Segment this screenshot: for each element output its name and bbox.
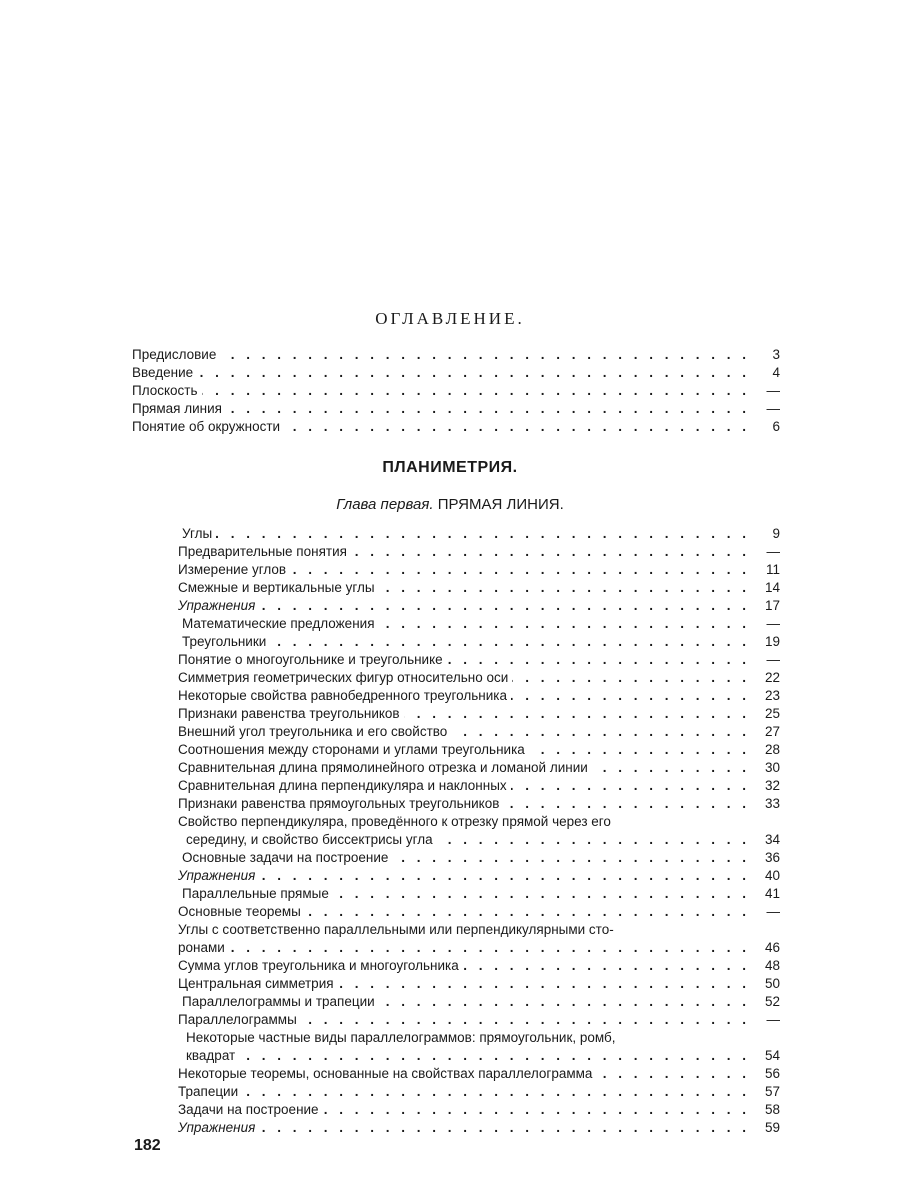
dot-leader — [511, 687, 750, 705]
entry-label: Понятие о многоугольнике и треугольнике — [132, 651, 447, 669]
chapter-prefix: Глава первая. — [336, 496, 434, 513]
section-title: ПЛАНИМЕТРИЯ. — [382, 459, 518, 476]
dot-leader — [220, 346, 750, 364]
dot-leader — [323, 1101, 750, 1119]
toc-entry[interactable] — [132, 993, 780, 1011]
toc-entry[interactable] — [132, 723, 780, 741]
toc-entry[interactable] — [132, 382, 780, 400]
toc-entry[interactable] — [132, 777, 780, 795]
toc-entry-line2[interactable] — [132, 831, 780, 849]
toc-entry[interactable] — [132, 579, 780, 597]
entry-page: 30 — [750, 759, 780, 777]
toc-entry[interactable] — [132, 418, 780, 436]
entry-page: 28 — [750, 741, 780, 759]
dot-leader — [229, 939, 750, 957]
entry-page: 56 — [750, 1065, 780, 1083]
toc-entry[interactable] — [132, 364, 780, 382]
entry-page: 9 — [750, 525, 780, 543]
entry-label: Свойство перпендикуляра, проведённого к отрезку прямой через его — [132, 813, 615, 831]
toc-entry[interactable] — [132, 400, 780, 418]
dot-leader — [379, 993, 750, 1011]
toc-entry[interactable] — [132, 1119, 780, 1137]
dot-leader — [333, 885, 750, 903]
entry-label: Сравнительная длина перпендикуляра и наклонных — [132, 777, 511, 795]
entry-page: 36 — [750, 849, 780, 867]
toc-entry-line1[interactable] — [132, 921, 780, 939]
entry-label: Предисловие — [132, 346, 220, 364]
toc-entry[interactable] — [132, 1101, 780, 1119]
dot-leader — [596, 1065, 750, 1083]
entry-page: 3 — [750, 346, 780, 364]
toc-entry[interactable] — [132, 651, 780, 669]
dot-leader — [512, 669, 750, 687]
entry-page: 46 — [750, 939, 780, 957]
page-number: 182 — [134, 1137, 161, 1154]
toc-entry[interactable] — [132, 687, 780, 705]
entry-label: Смежные и вертикальные углы — [132, 579, 379, 597]
entry-label: Признаки равенства прямоугольных треугольников — [132, 795, 503, 813]
dot-leader — [270, 633, 750, 651]
toc-entry-line1[interactable] — [132, 1029, 780, 1047]
entry-label: Некоторые свойства равнобедренного треугольника — [132, 687, 511, 705]
dot-leader — [259, 597, 750, 615]
dot-leader — [301, 1011, 750, 1029]
toc-entry[interactable] — [132, 795, 780, 813]
toc-entry[interactable] — [132, 867, 780, 885]
entry-label: Основные теоремы — [132, 903, 305, 921]
entry-page: 40 — [750, 867, 780, 885]
entry-page: 14 — [750, 579, 780, 597]
toc-entry[interactable] — [132, 705, 780, 723]
dot-leader — [379, 579, 750, 597]
entry-label: Упражнения — [132, 1119, 259, 1137]
dot-leader — [451, 723, 750, 741]
dot-leader — [379, 615, 750, 633]
entry-page: — — [750, 543, 780, 561]
entry-label: Плоскость — [132, 382, 202, 400]
entry-label: Параллелограммы — [132, 1011, 301, 1029]
toc-entry-line1[interactable] — [132, 813, 780, 831]
toc-entry[interactable] — [132, 975, 780, 993]
toc-entry[interactable] — [132, 957, 780, 975]
entry-label: Треугольники — [132, 633, 270, 651]
entry-label: Некоторые теоремы, основанные на свойствах параллелограмма — [132, 1065, 596, 1083]
dot-leader — [290, 561, 750, 579]
toc-entry-line2[interactable] — [132, 939, 780, 957]
entry-label: Параллельные прямые — [132, 885, 333, 903]
toc-entry[interactable] — [132, 849, 780, 867]
entry-label-continued: квадрат — [132, 1047, 239, 1065]
toc-entry[interactable] — [132, 543, 780, 561]
entry-label-continued: ронами — [132, 939, 229, 957]
toc-entry[interactable] — [132, 759, 780, 777]
toc-entry[interactable] — [132, 669, 780, 687]
toc-entry[interactable] — [132, 741, 780, 759]
chapter-title — [0, 496, 900, 513]
entry-page: 22 — [750, 669, 780, 687]
entry-page: — — [750, 903, 780, 921]
entry-page: 50 — [750, 975, 780, 993]
chapter-toc-list — [132, 525, 780, 1137]
entry-label: Понятие об окружности — [132, 418, 284, 436]
dot-leader — [259, 867, 750, 885]
dot-leader — [202, 382, 750, 400]
entry-label: Признаки равенства треугольников — [132, 705, 404, 723]
entry-page: 6 — [750, 418, 780, 436]
entry-page: 58 — [750, 1101, 780, 1119]
entry-page: 11 — [750, 561, 780, 579]
entry-page: 33 — [750, 795, 780, 813]
dot-leader — [592, 759, 750, 777]
entry-page: 59 — [750, 1119, 780, 1137]
dot-leader — [216, 525, 750, 543]
entry-page: 17 — [750, 597, 780, 615]
entry-label: Предварительные понятия — [132, 543, 351, 561]
entry-page: — — [750, 651, 780, 669]
toc-entry[interactable] — [132, 1011, 780, 1029]
toc-entry[interactable] — [132, 885, 780, 903]
toc-entry[interactable] — [132, 903, 780, 921]
entry-label: Соотношения между сторонами и углами треугольника — [132, 741, 529, 759]
entry-page: 19 — [750, 633, 780, 651]
entry-page: 57 — [750, 1083, 780, 1101]
toc-entry-line2[interactable] — [132, 1047, 780, 1065]
entry-page: — — [750, 382, 780, 400]
entry-label: Углы с соответственно параллельными или перпендикулярными сто- — [132, 921, 618, 939]
entry-page: — — [750, 615, 780, 633]
entry-page: 34 — [750, 831, 780, 849]
dot-leader — [503, 795, 750, 813]
dot-leader — [447, 651, 750, 669]
entry-label: Углы — [132, 525, 216, 543]
dot-leader — [463, 957, 750, 975]
toc-entry[interactable] — [132, 615, 780, 633]
dot-leader — [437, 831, 750, 849]
entry-page: 4 — [750, 364, 780, 382]
toc-entry[interactable] — [132, 633, 780, 651]
entry-label: Математические предложения — [132, 615, 379, 633]
entry-label: Задачи на построение — [132, 1101, 323, 1119]
entry-label: Основные задачи на построение — [132, 849, 392, 867]
dot-leader — [284, 418, 750, 436]
entry-page: 25 — [750, 705, 780, 723]
chapter-name: ПРЯМАЯ ЛИНИЯ. — [437, 496, 564, 513]
dot-leader — [511, 777, 750, 795]
entry-label: Трапеции — [132, 1083, 242, 1101]
entry-page: 52 — [750, 993, 780, 1011]
entry-page: 54 — [750, 1047, 780, 1065]
dot-leader — [242, 1083, 750, 1101]
toc-entry[interactable] — [132, 597, 780, 615]
entry-label: Сумма углов треугольника и многоугольника — [132, 957, 463, 975]
entry-page: 32 — [750, 777, 780, 795]
dot-leader — [338, 975, 750, 993]
entry-label: Измерение углов — [132, 561, 290, 579]
entry-label: Центральная симметрия — [132, 975, 338, 993]
dot-leader — [404, 705, 750, 723]
dot-leader — [239, 1047, 750, 1065]
entry-label: Упражнения — [132, 597, 259, 615]
toc-entry[interactable] — [132, 1083, 780, 1101]
entry-page: 48 — [750, 957, 780, 975]
entry-label-continued: середину, и свойство биссектрисы угла — [132, 831, 437, 849]
entry-page: 41 — [750, 885, 780, 903]
entry-label: Прямая линия — [132, 400, 226, 418]
entry-page: — — [750, 400, 780, 418]
dot-leader — [392, 849, 750, 867]
entry-label: Упражнения — [132, 867, 259, 885]
dot-leader — [197, 364, 750, 382]
toc-entry[interactable] — [132, 346, 780, 364]
entry-label: Введение — [132, 364, 197, 382]
dot-leader — [259, 1119, 750, 1137]
entry-label: Параллелограммы и трапеции — [132, 993, 379, 1011]
toc-entry[interactable] — [132, 561, 780, 579]
entry-label: Сравнительная длина прямолинейного отрезка и ломаной линии — [132, 759, 592, 777]
toc-entry[interactable] — [132, 525, 780, 543]
dot-leader — [529, 741, 750, 759]
entry-label: Симметрия геометрических фигур относительно оси — [132, 669, 512, 687]
dot-leader — [351, 543, 750, 561]
dot-leader — [305, 903, 750, 921]
front-matter-list — [132, 346, 780, 436]
entry-label: Некоторые частные виды параллелограммов: прямоугольник, ромб, — [132, 1029, 620, 1047]
entry-page: 23 — [750, 687, 780, 705]
entry-page: 27 — [750, 723, 780, 741]
entry-page: — — [750, 1011, 780, 1029]
dot-leader — [226, 400, 750, 418]
toc-entry[interactable] — [132, 1065, 780, 1083]
entry-label: Внешний угол треугольника и его свойство — [132, 723, 451, 741]
toc-title: ОГЛАВЛЕНИЕ. — [375, 309, 525, 328]
